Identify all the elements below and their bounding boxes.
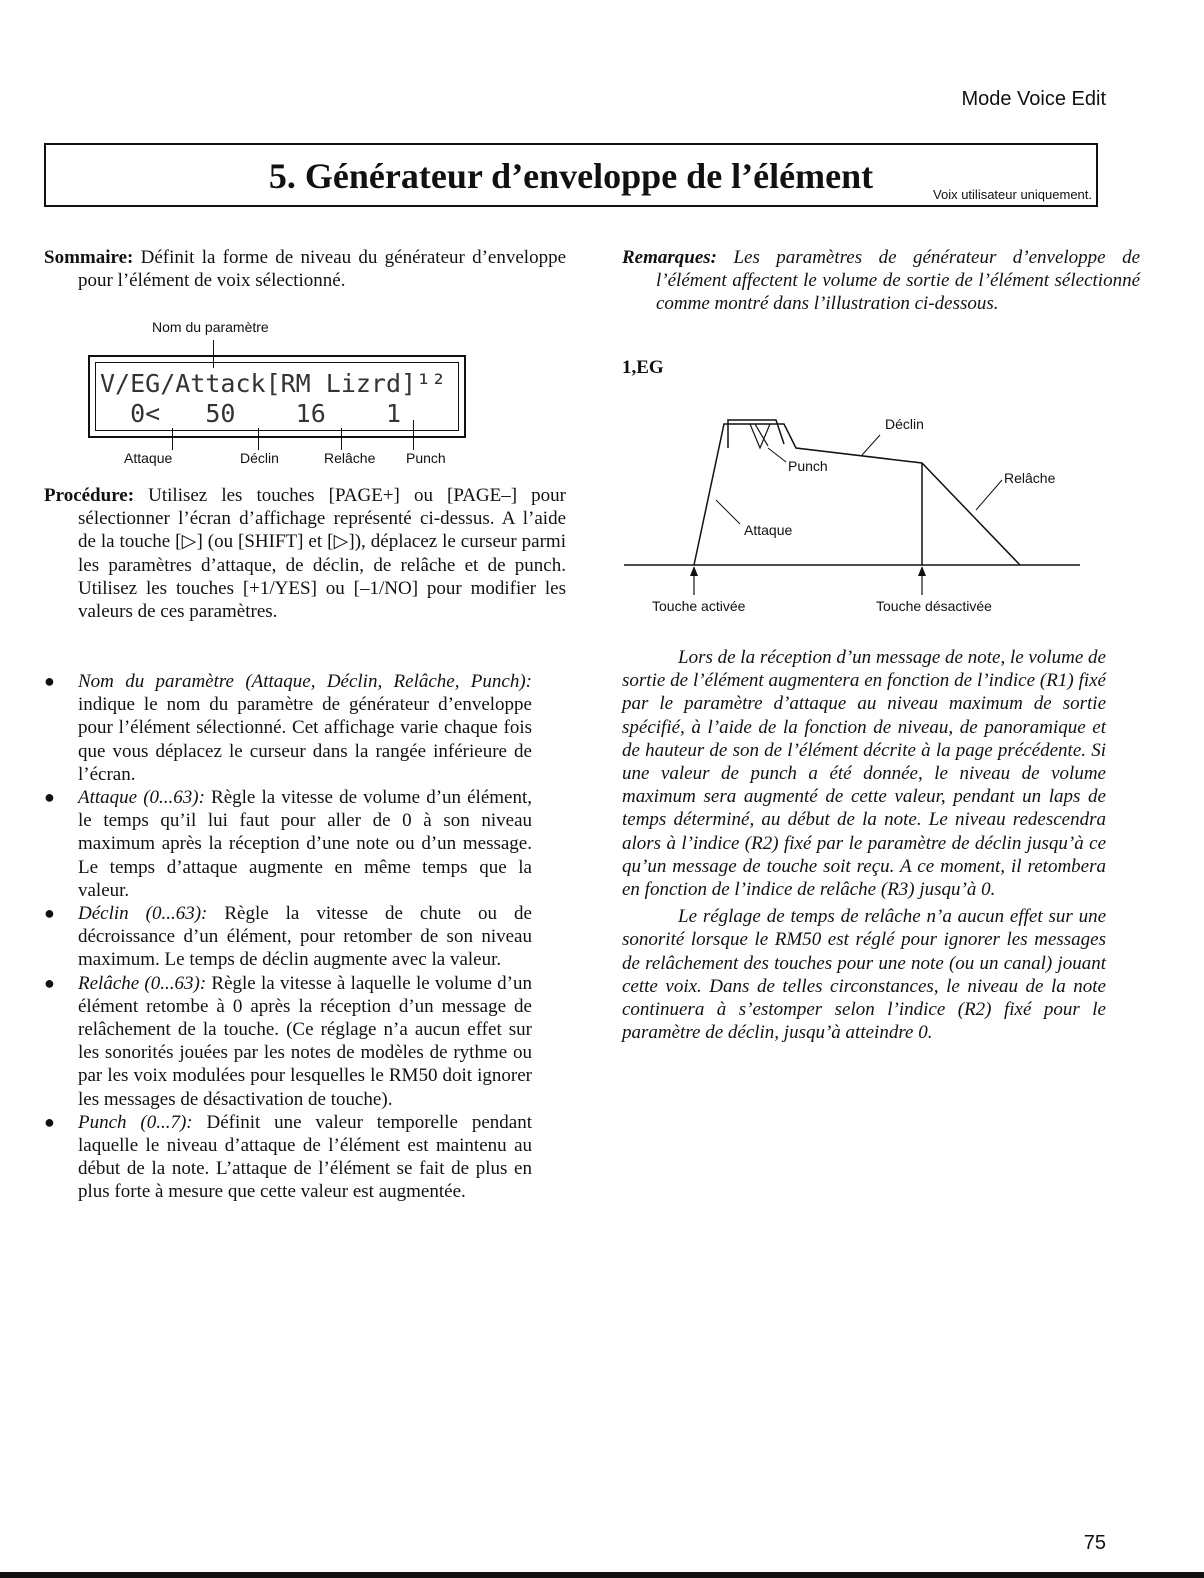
diagram-label-punch: Punch: [788, 458, 828, 474]
list-item: [44, 670, 532, 786]
bullet-term: Punch (0...7):: [78, 1111, 193, 1133]
diagram-label-relache: Relâche: [1004, 470, 1056, 486]
list-item: [44, 1111, 532, 1204]
list-item: [44, 902, 532, 972]
lcd-label-attaque: Attaque: [124, 450, 173, 466]
bullet-term: Relâche (0...63):: [78, 972, 207, 994]
summary-paragraph: [44, 246, 566, 292]
section-title: 5. Générateur d’enveloppe de l’élément: [268, 156, 874, 196]
bullet-icon: ●: [44, 787, 55, 808]
diagram-label-key-on: Touche activée: [652, 598, 746, 614]
bullet-icon: ●: [44, 903, 55, 924]
attaque-leader: [716, 500, 740, 524]
bullet-icon: ●: [44, 671, 55, 691]
page-header: [0, 0, 1204, 120]
parameter-list: [44, 670, 532, 1204]
lcd-label-declin: Déclin: [240, 450, 279, 466]
lcd-line-1: V/EG/Attack[RM Lizrd]¹²: [100, 369, 447, 398]
diagram-label-attaque: Attaque: [744, 522, 793, 538]
list-item: [44, 972, 532, 1111]
lcd-label-punch: Punch: [406, 450, 446, 466]
procedure-paragraph: [44, 484, 566, 623]
summary-text: Définit la forme de niveau du générateur d’enveloppe pour l’élément de voix sélectionné.: [78, 247, 567, 292]
remarks-text: Les paramètres de générateur d’enveloppe de l’élément affectent le volume de sortie de l’élément sélectionné comme montré dans l’illustration ci-dessous.: [656, 247, 1141, 315]
bullet-term: Nom du paramètre (Attaque, Déclin, Relâche, Punch):: [78, 671, 532, 692]
section-note: Voix utilisateur uniquement.: [933, 187, 1092, 202]
procedure-label: Procédure:: [44, 485, 135, 506]
bullet-text: indique le nom du paramètre de générateur d’enveloppe pour l’élément sélectionné. Cet affichage varie chaque fois que vous déplacez le curseur dans la rangée inférieure de l’écran.: [78, 694, 532, 785]
remarks-paragraph: [622, 246, 1140, 316]
bullet-icon: ●: [44, 972, 55, 993]
remarks-label: Remarques:: [622, 247, 717, 268]
diagram-label-key-off: Touche désactivée: [876, 598, 992, 614]
lcd-display: [88, 355, 466, 438]
bullet-text: Règle la vitesse de chute ou de décroissance d’un élément, pour retomber de son niveau maximum. Le temps de déclin augmente avec la valeur.: [78, 903, 532, 971]
declin-pointer: [258, 428, 259, 450]
bullet-text: Définit une valeur temporelle pendant laquelle le niveau d’attaque de l’élément est maintenu au début de la note. L’attaque de l’élément se fait de plus en plus forte à mesure que cette valeur est augmentée.: [78, 1111, 532, 1203]
bullet-term: Attaque (0...63):: [78, 787, 205, 809]
bullet-icon: ●: [44, 1111, 55, 1132]
lcd-label-relache: Relâche: [324, 450, 376, 466]
lcd-line-2: 0< 50 16 1: [100, 399, 402, 428]
body-text: [622, 646, 1106, 1044]
relache-leader: [976, 480, 1002, 510]
punch-leader: [768, 448, 786, 462]
envelope-diagram: [600, 400, 1100, 620]
param-name-label: Nom du paramètre: [152, 319, 269, 335]
bullet-text: Règle la vitesse de volume d’un élément, le temps qu’il lui faut pour aller de 0 à son niveau maximum après la réception d’une note ou d’un message. Le temps d’attaque augmente en même temps que la valeur.: [78, 787, 532, 901]
diagram-label-declin: Déclin: [885, 416, 924, 432]
envelope-curve: [694, 424, 1020, 565]
list-item: [44, 786, 532, 902]
procedure-text: Utilisez les touches [PAGE+] ou [PAGE–] pour sélectionner l’écran d’affichage représenté ci-dessus. A l’aide de la touche [▷] (ou [SHIFT] et [▷]), déplacez le curseur parmi les paramètres d’attaque, de déclin, de relâche et de punch. Utilisez les touches [+1/YES] ou [–1/NO] pour modifier les valeurs de ces paramètres.: [78, 485, 566, 623]
bullet-text: Règle la vitesse à laquelle le volume d’un élément retombe à 0 après la réception d’un message de relâchement de la touche. (Ce réglage n’a aucun effet sur les sonorités jouées par les notes de modèles de rythme ou par les voix modulées pour lesquelles le RM50 doit ignorer les messages de désactivation de touche).: [78, 972, 532, 1110]
bottom-rule: [0, 1572, 1204, 1578]
punch-pointer: [413, 420, 414, 450]
declin-leader: [862, 435, 880, 455]
diagram-title: 1,EG: [622, 357, 664, 378]
section-title-box: [44, 143, 1098, 207]
bullet-term: Déclin (0...63):: [78, 903, 208, 925]
key-on-arrowhead: [690, 566, 698, 576]
relache-pointer: [341, 428, 342, 450]
summary-label: Sommaire:: [44, 247, 134, 268]
key-off-arrowhead: [918, 566, 926, 576]
body-paragraph-1: Lors de la réception d’un message de note, le volume de sortie de l’élément augmentera en fonction de l’indice (R1) fixé par le paramètre d’attaque au niveau maximum de sortie spécifié, à l’aide de la fonction de niveau, de panoramique et de hauteur de son de l’élément décrite à la page précédente. Si une valeur de punch a été donnée, le niveau de volume maximum sera augmenté de cette valeur, pendant un laps de temps déterminé, au début de la note. Le niveau redescendra alors à l’indice (R2) fixé par le paramètre de déclin jusqu’à ce qu’un message de touche soit reçu. A ce moment, il retombera en fonction de l’indice de relâche (R3) jusqu’à 0.: [622, 647, 1106, 901]
mode-label: Mode Voice Edit: [961, 88, 1106, 110]
attaque-pointer: [172, 428, 173, 450]
body-paragraph-2: Le réglage de temps de relâche n’a aucun effet sur une sonorité lorsque le RM50 est réglé pour ignorer les messages de relâchement des touches pour une note (ou un canal) jouant cette voix. Dans de telles circonstances, le niveau de la note continuera à s’estomper selon l’indice (R2) fixé pour le paramètre de déclin, jusqu’à atteindre 0.: [622, 906, 1106, 1044]
page-number: 75: [1083, 1532, 1106, 1554]
